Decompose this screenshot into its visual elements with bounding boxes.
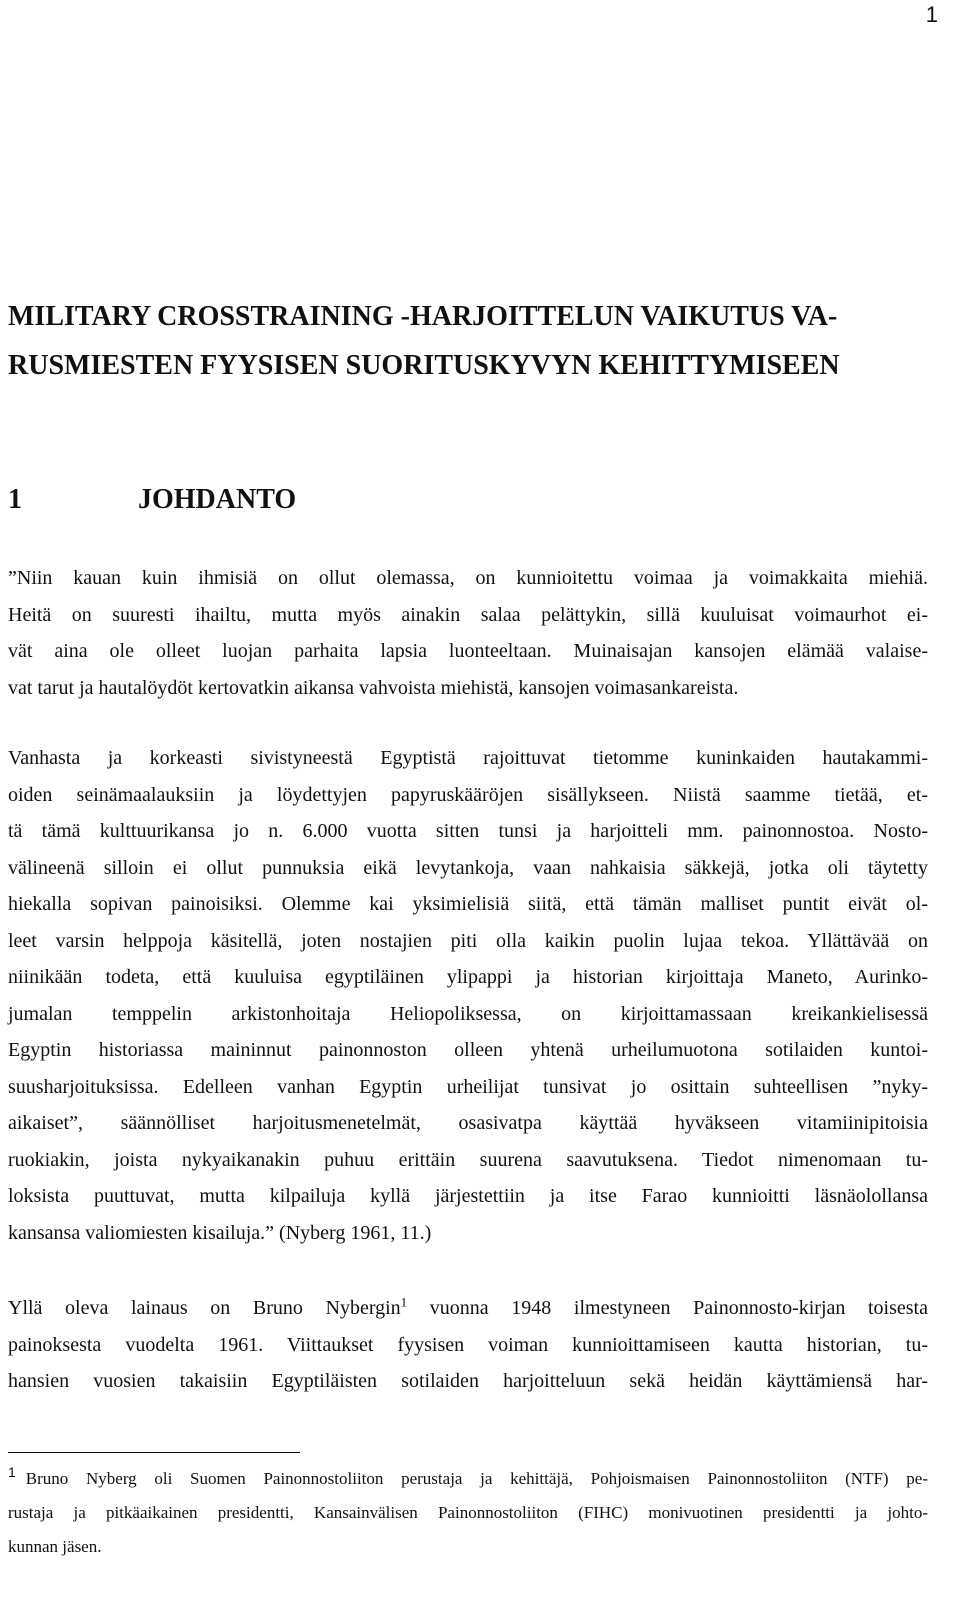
text-line: ruokiakin, joista nykyaikanakin puhuu erittäin suurena saavutuksena. Tiedot nimenomaan tu- bbox=[8, 1148, 928, 1171]
text-line: tä tämä kulttuurikansa jo n. 6.000 vuotta sitten tunsi ja harjoitteli mm. painonnostoa. Nosto- bbox=[8, 820, 928, 842]
text-line: Vanhasta ja korkeasti sivistyneestä Egyptistä rajoittuvat tietomme kuninkaiden hautakammi- bbox=[8, 747, 928, 769]
text-line: loksista puuttuvat, mutta kilpailuja kyllä järjestettiin ja itse Farao kunnioitti läsnäolollansa bbox=[8, 1185, 928, 1207]
body-paragraph bbox=[8, 1290, 928, 1400]
text-line: välineenä silloin ei ollut punnuksia eikä levytankoja, vaan nahkaisia säkkejä, jotka oli täytetty bbox=[8, 856, 928, 879]
text-line: jumalan temppelin arkistonhoitaja Heliopoliksessa, on kirjoittamassaan kreikankielisessä bbox=[8, 1002, 928, 1025]
text-line: ”Niin kauan kuin ihmisiä on ollut olemassa, on kunnioitettu voimaa ja voimakkaita miehiä. bbox=[8, 567, 928, 589]
text-line: painoksesta vuodelta 1961. Viittaukset fyysisen voiman kunnioittamiseen kautta historian, tu- bbox=[8, 1333, 928, 1356]
text-line: aikaiset”, säännölliset harjoitusmenetelmät, osasivatpa käyttää hyväkseen vitamiinipitoisia bbox=[8, 1112, 928, 1134]
text-line: hansien vuosien takaisiin Egyptiläisten sotilaiden harjoitteluun sekä heidän käyttämiensä har- bbox=[8, 1370, 928, 1392]
text-line: kansansa valiomiesten kisailuja.” (Nyberg 1961, 11.) bbox=[8, 1221, 432, 1244]
text-line: niinikään todeta, että kuuluisa egyptiläinen ylipappi ja historian kirjoittaja Maneto, Aurinko- bbox=[8, 966, 928, 988]
footnote-mark: 1 bbox=[8, 1464, 16, 1481]
text-line: leet varsin helppoja käsitellä, joten nostajien piti olla kaikin puolin lujaa tekoa. Yllättävää on bbox=[8, 929, 928, 952]
text-line: hiekalla sopivan painoisiksi. Olemme kai yksimielisiä siitä, että tämän malliset puntit eivät ol- bbox=[8, 893, 928, 915]
text-line: vät aina ole olleet luojan parhaita lapsia luonteeltaan. Muinaisajan kansojen elämää valaise- bbox=[8, 640, 928, 662]
title-line: RUSMIESTEN FYYSISEN SUORITUSKYVYN KEHITTYMISEEN bbox=[8, 350, 840, 381]
text-line: suusharjoituksissa. Edelleen vanhan Egyptin urheilijat tunsivat jo osittain suhteellisen ”nyky- bbox=[8, 1075, 928, 1098]
footnote-text: Bruno Nyberg oli Suomen Painonnostoliiton perustaja ja kehittäjä, Pohjoismaisen Painonnostoliiton (NTF) pe- bbox=[25, 1469, 928, 1488]
section-number: 1 bbox=[8, 484, 22, 515]
quote-paragraph-2 bbox=[8, 740, 928, 1251]
page-number: 1 bbox=[925, 2, 938, 27]
text-line: Heitä on suuresti ihailtu, mutta myös ainakin salaa pelättykin, sillä kuuluisat voimaurhot ei- bbox=[8, 603, 928, 626]
text-segment: vuonna 1948 ilmestyneen Painonnosto-kirjan toisesta bbox=[407, 1297, 928, 1319]
text-line bbox=[8, 1290, 928, 1327]
footnote-line: kunnan jäsen. bbox=[8, 1537, 102, 1556]
text-segment: Yllä oleva lainaus on Bruno Nybergin bbox=[8, 1297, 401, 1319]
footnote-line: rustaja ja pitkäaikainen presidentti, Kansainvälisen Painonnostoliiton (FIHC) monivuotinen presidentti ja johto- bbox=[8, 1503, 928, 1522]
section-title: JOHDANTO bbox=[138, 484, 297, 515]
footnote-divider bbox=[8, 1452, 300, 1453]
text-line: oiden seinämaalauksiin ja löydettyjen papyruskääröjen sisällykseen. Niistä saamme tietää, et- bbox=[8, 783, 928, 806]
footnote-line bbox=[8, 1462, 928, 1496]
footnote-reference[interactable]: 1 bbox=[400, 1294, 408, 1310]
quote-paragraph-1 bbox=[8, 560, 928, 706]
text-line: vat tarut ja hautalöydöt kertovatkin aikansa vahvoista miehistä, kansojen voimasankareista. bbox=[8, 676, 739, 699]
text-line: Egyptin historiassa maininnut painonnoston olleen yhtenä urheilumuotona sotilaiden kuntoi- bbox=[8, 1039, 928, 1061]
document-title bbox=[8, 292, 928, 390]
section-heading bbox=[8, 484, 296, 516]
title-line: MILITARY CROSSTRAINING -HARJOITTELUN VAIKUTUS VA- bbox=[8, 301, 838, 332]
footnote bbox=[8, 1462, 928, 1564]
